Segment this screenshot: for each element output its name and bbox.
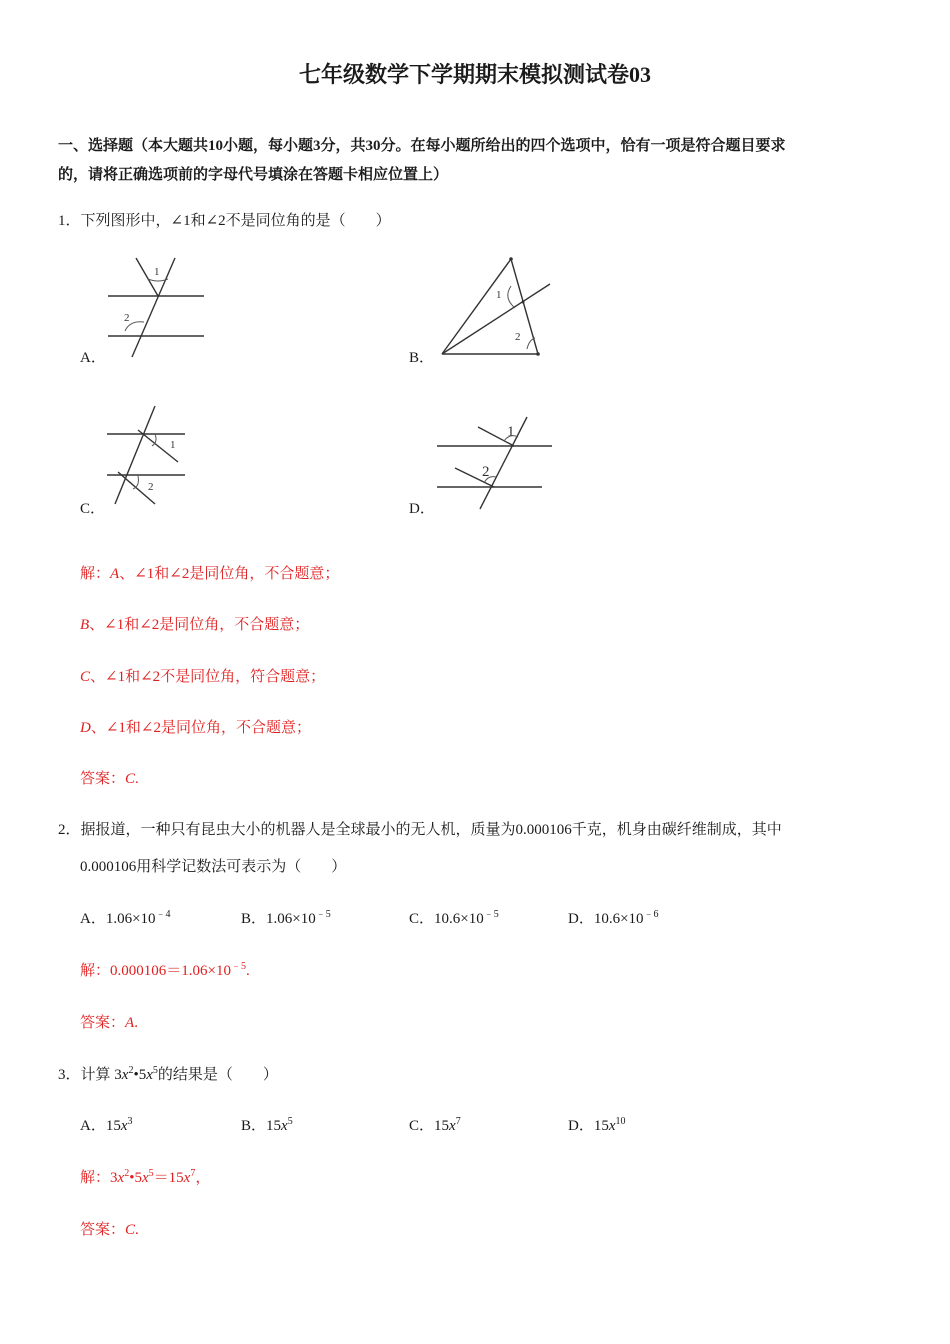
- q1-solution-b: B、∠1和∠2是同位角，不合题意；: [80, 617, 310, 633]
- q1-solution-c: C、∠1和∠2不是同位角，符合题意；: [80, 669, 326, 685]
- svg-text:1: 1: [170, 439, 176, 451]
- svg-text:1: 1: [496, 289, 502, 301]
- q3-stem: 3．计算 $3x^2•5x^5$的结果是（ ）: [58, 1065, 278, 1083]
- q3-option-c: C．$15x^7$: [409, 1116, 461, 1134]
- svg-text:1: 1: [507, 424, 515, 440]
- q1-option-a-label: A．: [80, 350, 106, 366]
- q2-stem-line2: 0.000106用科学记数法可表示为（ ）: [80, 859, 347, 875]
- svg-text:2: 2: [124, 312, 130, 324]
- q2-option-b: B．$1.06\times 10^{﹣5}$: [241, 909, 331, 927]
- q2-solution: 解：$0.000106=1.06\times 10^{﹣5}$.: [80, 961, 250, 979]
- q1-figure-c: [100, 400, 195, 510]
- q1-option-c-label: C．: [80, 501, 106, 517]
- q1-option-d-label: D．: [409, 501, 435, 517]
- q3-answer: 答案：C.: [80, 1222, 139, 1238]
- q1-option-b-label: B．: [409, 350, 435, 366]
- page-title: 七年级数学下学期期末模拟测试卷03: [298, 62, 651, 87]
- q3-option-a: A．$15x^3$: [80, 1116, 133, 1134]
- q2-option-d: D．$10.6\times 10^{﹣6}$: [568, 909, 659, 927]
- q1-figure-a: [100, 255, 215, 360]
- q1-figure-d: [430, 415, 560, 515]
- q3-solution: 解：$3x^2•5x^5=15x^7$，: [80, 1168, 211, 1186]
- q2-option-c: C．$10.6\times 10^{﹣5}$: [409, 909, 499, 927]
- svg-text:2: 2: [515, 331, 521, 343]
- section-header-line2: 的，请将正确选项前的字母代号填涂在答题卡相应位置上）: [58, 167, 449, 183]
- q2-option-a: A．$1.06\times 10^{﹣4}$: [80, 909, 171, 927]
- q1-solution-a: 解：A、∠1和∠2是同位角，不合题意；: [80, 566, 340, 582]
- svg-text:2: 2: [148, 481, 154, 493]
- q1-figure-b: [435, 250, 560, 360]
- q2-stem-line1: 2．据报道，一种只有昆虫大小的机器人是全球最小的无人机，质量为0.000106千克，机身由碳纤维制成，其中: [58, 822, 782, 838]
- svg-text:1: 1: [154, 266, 160, 278]
- q1-stem: 1．下列图形中，∠1和∠2不是同位角的是（ ）: [58, 213, 391, 229]
- q3-option-d: D．$15x^{10}$: [568, 1116, 626, 1134]
- q3-option-b: B．$15x^5$: [241, 1116, 293, 1134]
- q1-solution-d: D、∠1和∠2是同位角，不合题意；: [80, 720, 311, 736]
- q1-answer: 答案：C.: [80, 771, 139, 787]
- q2-answer: 答案：A.: [80, 1015, 138, 1031]
- svg-text:2: 2: [482, 464, 490, 480]
- section-header-line1: 一、选择题（本大题共10小题，每小题3分，共30分。在每小题所给出的四个选项中，恰有一项是符合题目要求: [58, 138, 786, 154]
